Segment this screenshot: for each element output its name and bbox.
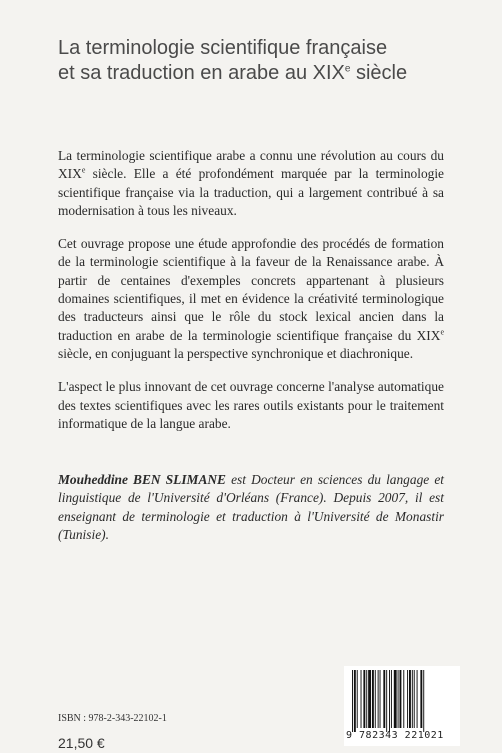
author-bio (58, 471, 444, 544)
blurb (58, 147, 444, 448)
barcode-bar (391, 670, 392, 728)
isbn: ISBN : 978-2-343-22102-1 (58, 713, 167, 724)
barcode-bar (366, 670, 367, 728)
barcode-digits: 9 782343 221021 (346, 730, 444, 741)
barcode-bar (394, 670, 397, 728)
barcode-bar (372, 670, 374, 728)
barcode (344, 666, 460, 746)
p2-superscript: e (440, 327, 444, 337)
title-line-2-end: siècle (350, 62, 408, 84)
barcode-bar (417, 670, 418, 728)
barcode-bar (363, 670, 365, 728)
title-line-1: La terminologie scientifique française (58, 37, 388, 59)
book-title (58, 36, 458, 86)
barcode-bar (378, 670, 379, 728)
p1-text-start: La terminologie scientifique arabe a connu une révolution au cours du XIX (58, 148, 444, 182)
title-superscript: e (344, 63, 351, 75)
barcode-bar (420, 670, 422, 728)
barcode-bar (398, 670, 399, 728)
price: 21,50 € (58, 735, 105, 751)
barcode-bar (383, 670, 385, 728)
p1-superscript: e (81, 165, 86, 175)
barcode-bar (361, 670, 362, 728)
barcode-bar (389, 670, 390, 732)
p2-text-start: Cet ouvrage propose une étude approfondie des procédés de formation de la terminologie scientifique à la faveur de la Renaissance arabe. À partir de centaines d'exemples concrets appartenant à plusieurs domaines scientifiques, il met en évidence la créativité terminologique des traducteurs ainsi que le rôle du stock lexical ancien dans la traduction en arabe de la terminologie scientifique française du XIX (58, 236, 444, 343)
barcode-bars (352, 670, 454, 732)
barcode-bar (400, 670, 402, 728)
barcode-bar (423, 670, 424, 732)
barcode-bar (352, 670, 353, 732)
p2-text-end: siècle, en conjuguant la perspective synchronique et diachronique. (58, 345, 414, 361)
title-line-2-start: et sa traduction en arabe au XIX (58, 62, 345, 84)
barcode-bar (386, 670, 387, 732)
barcode-bar (354, 670, 356, 732)
barcode-bar (357, 670, 358, 728)
barcode-bar (403, 670, 404, 728)
barcode-bar (412, 670, 413, 728)
blurb-paragraph-3: L'aspect le plus innovant de cet ouvrage concerne l'analyse automatique des textes scientifiques avec les rares outils existants pour le traitement informatique de la langue arabe. (58, 379, 444, 431)
blurb-paragraph-1 (58, 147, 444, 220)
barcode-bar (375, 670, 376, 728)
author-bio-text: est Docteur en sciences du langage et linguistique de l'Université d'Orléans (France). Depuis 2007, il est enseignant de terminologie et traduction à l'Université de Monastir (Tunisie). (58, 472, 444, 542)
barcode-bar (414, 670, 415, 728)
blurb-paragraph-2 (58, 235, 444, 363)
barcode-bar (380, 670, 381, 728)
barcode-bar (368, 670, 371, 728)
barcode-bar (409, 670, 411, 728)
p1-text-end: siècle. Elle a été profondément marquée par la terminologie scientifique française via la traduction, qui a largement contribué à sa modernisation à tous les niveaux. (58, 166, 444, 218)
author-name: Mouheddine BEN SLIMANE (58, 472, 226, 487)
barcode-bar (407, 670, 408, 728)
